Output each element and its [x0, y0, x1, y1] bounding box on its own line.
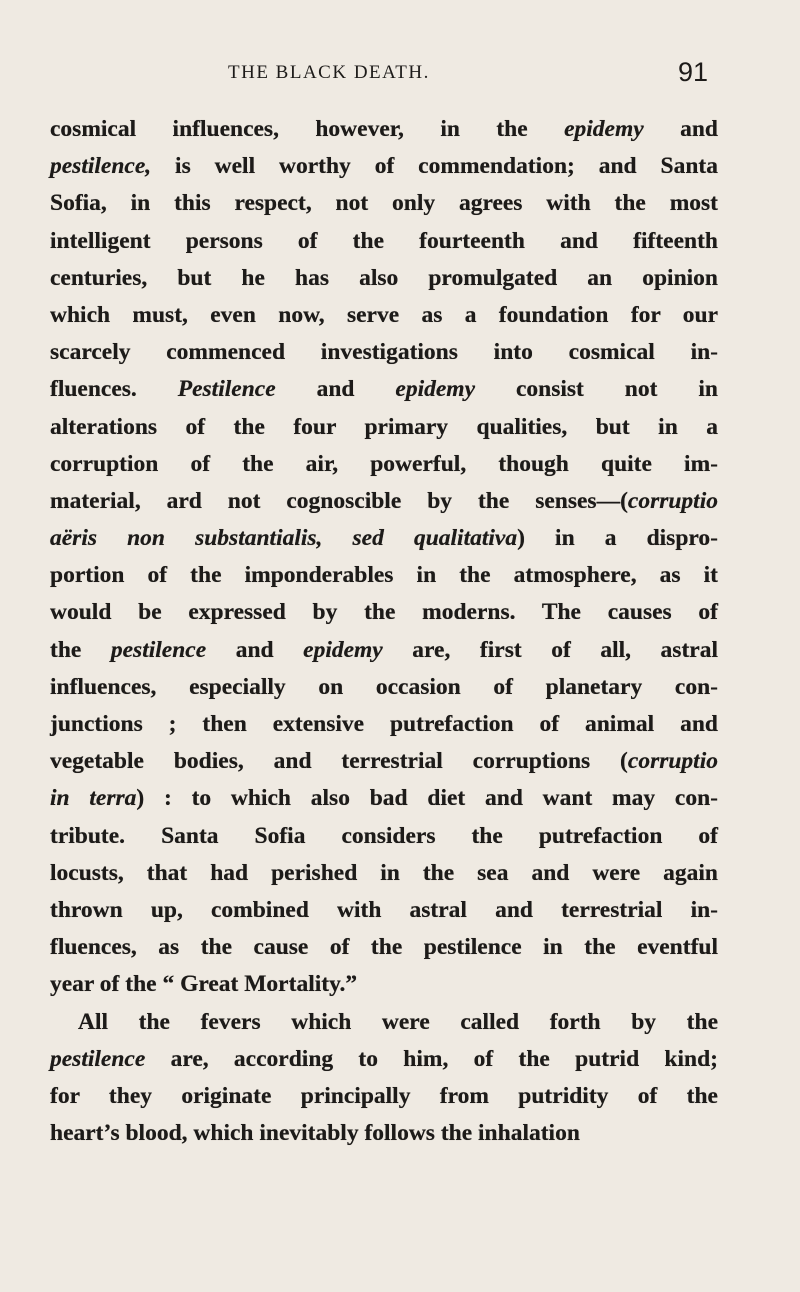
text-line — [50, 111, 718, 148]
text-line — [50, 409, 718, 446]
italic-text: in terra — [50, 785, 137, 812]
text-line — [50, 929, 718, 966]
text-line — [50, 520, 718, 557]
text-line — [50, 260, 718, 297]
text-segment: which must, even now, serve as a foundation for our — [50, 301, 718, 328]
italic-text: pestilence — [110, 636, 207, 663]
text-line — [50, 297, 718, 334]
text-segment: and — [206, 636, 304, 663]
italic-text: corruptio — [627, 748, 718, 775]
text-segment: are, according to him, of the putrid kind; — [145, 1045, 718, 1072]
text-segment: vegetable bodies, and terrestrial corruptions ( — [50, 748, 628, 775]
text-line — [50, 780, 718, 817]
text-segment: corruption of the air, powerful, though quite im- — [50, 450, 718, 477]
italic-text: Pestilence — [177, 376, 276, 403]
text-line — [50, 1041, 718, 1078]
text-line — [50, 446, 718, 483]
italic-text: epidemy — [564, 116, 644, 142]
text-segment: fluences, as the cause of the pestilence in the eventful — [50, 934, 718, 961]
text-segment: cosmical influences, however, in the — [50, 116, 565, 142]
text-segment: the — [50, 636, 111, 663]
text-segment: ) : to which also bad diet and want may con- — [136, 785, 718, 812]
text-line — [50, 1078, 718, 1115]
text-segment: ) in a dispro- — [517, 525, 718, 552]
text-line — [50, 632, 718, 669]
text-segment: is well worthy of commendation; and Santa — [151, 153, 718, 180]
text-line — [50, 892, 718, 929]
text-segment: and — [275, 376, 396, 403]
text-line — [50, 483, 718, 520]
italic-text: pestilence — [50, 1045, 146, 1072]
text-line — [50, 966, 718, 1003]
italic-text: epidemy — [303, 636, 383, 663]
text-segment: influences, especially on occasion of planetary con- — [50, 673, 718, 700]
text-segment: consist not in — [475, 376, 718, 403]
text-segment: are, first of all, astral — [382, 636, 718, 663]
text-line — [50, 855, 718, 892]
text-line — [50, 594, 718, 631]
text-segment: fluences. — [50, 376, 178, 403]
text-line — [50, 223, 718, 260]
text-segment: for they originate principally from putridity of the — [50, 1082, 718, 1109]
text-segment: would be expressed by the moderns. The causes of — [50, 599, 718, 626]
running-head — [228, 58, 718, 92]
text-segment: year of the “ Great Mortality.” — [50, 971, 358, 998]
text-line — [50, 557, 718, 594]
text-segment: All the fevers which were called forth by the — [78, 1008, 718, 1035]
text-segment: locusts, that had perished in the sea and were again — [50, 859, 718, 886]
text-line — [50, 334, 718, 371]
page-number: 91 — [677, 57, 708, 87]
text-segment: thrown up, combined with astral and terrestrial in- — [50, 896, 718, 923]
text-segment: intelligent persons of the fourteenth and fifteenth — [50, 227, 718, 254]
text-line — [50, 669, 718, 706]
body-text — [50, 111, 718, 1152]
text-segment: junctions ; then extensive putrefaction of animal and — [50, 711, 718, 737]
text-segment: heart’s blood, which inevitably follows the inhalation — [50, 1120, 580, 1147]
italic-text: pestilence, — [50, 153, 152, 180]
text-segment: alterations of the four primary qualities, but in a — [50, 413, 718, 440]
text-line — [50, 371, 718, 408]
text-line — [50, 148, 718, 185]
text-line — [50, 706, 718, 743]
text-line — [50, 185, 718, 222]
text-segment: Sofia, in this respect, not only agrees with the most — [50, 190, 718, 217]
text-line — [50, 818, 718, 855]
text-segment: material, ard not cognoscible by the senses—( — [50, 487, 628, 514]
text-line — [50, 1115, 718, 1152]
text-line — [50, 743, 718, 780]
text-segment: scarcely commenced investigations into cosmical in- — [50, 339, 718, 366]
text-segment: centuries, but he has also promulgated an opinion — [50, 264, 718, 291]
italic-text: aëris non substantialis, sed qualitativa — [50, 525, 518, 552]
text-line — [50, 1004, 718, 1041]
text-segment: and — [643, 116, 718, 142]
text-segment: tribute. Santa Sofia considers the putrefaction of — [50, 822, 718, 849]
running-head-title: THE BLACK DEATH. — [228, 62, 430, 83]
italic-text: corruptio — [627, 487, 718, 514]
italic-text: epidemy — [395, 376, 476, 403]
text-segment: portion of the imponderables in the atmosphere, as it — [50, 562, 718, 589]
